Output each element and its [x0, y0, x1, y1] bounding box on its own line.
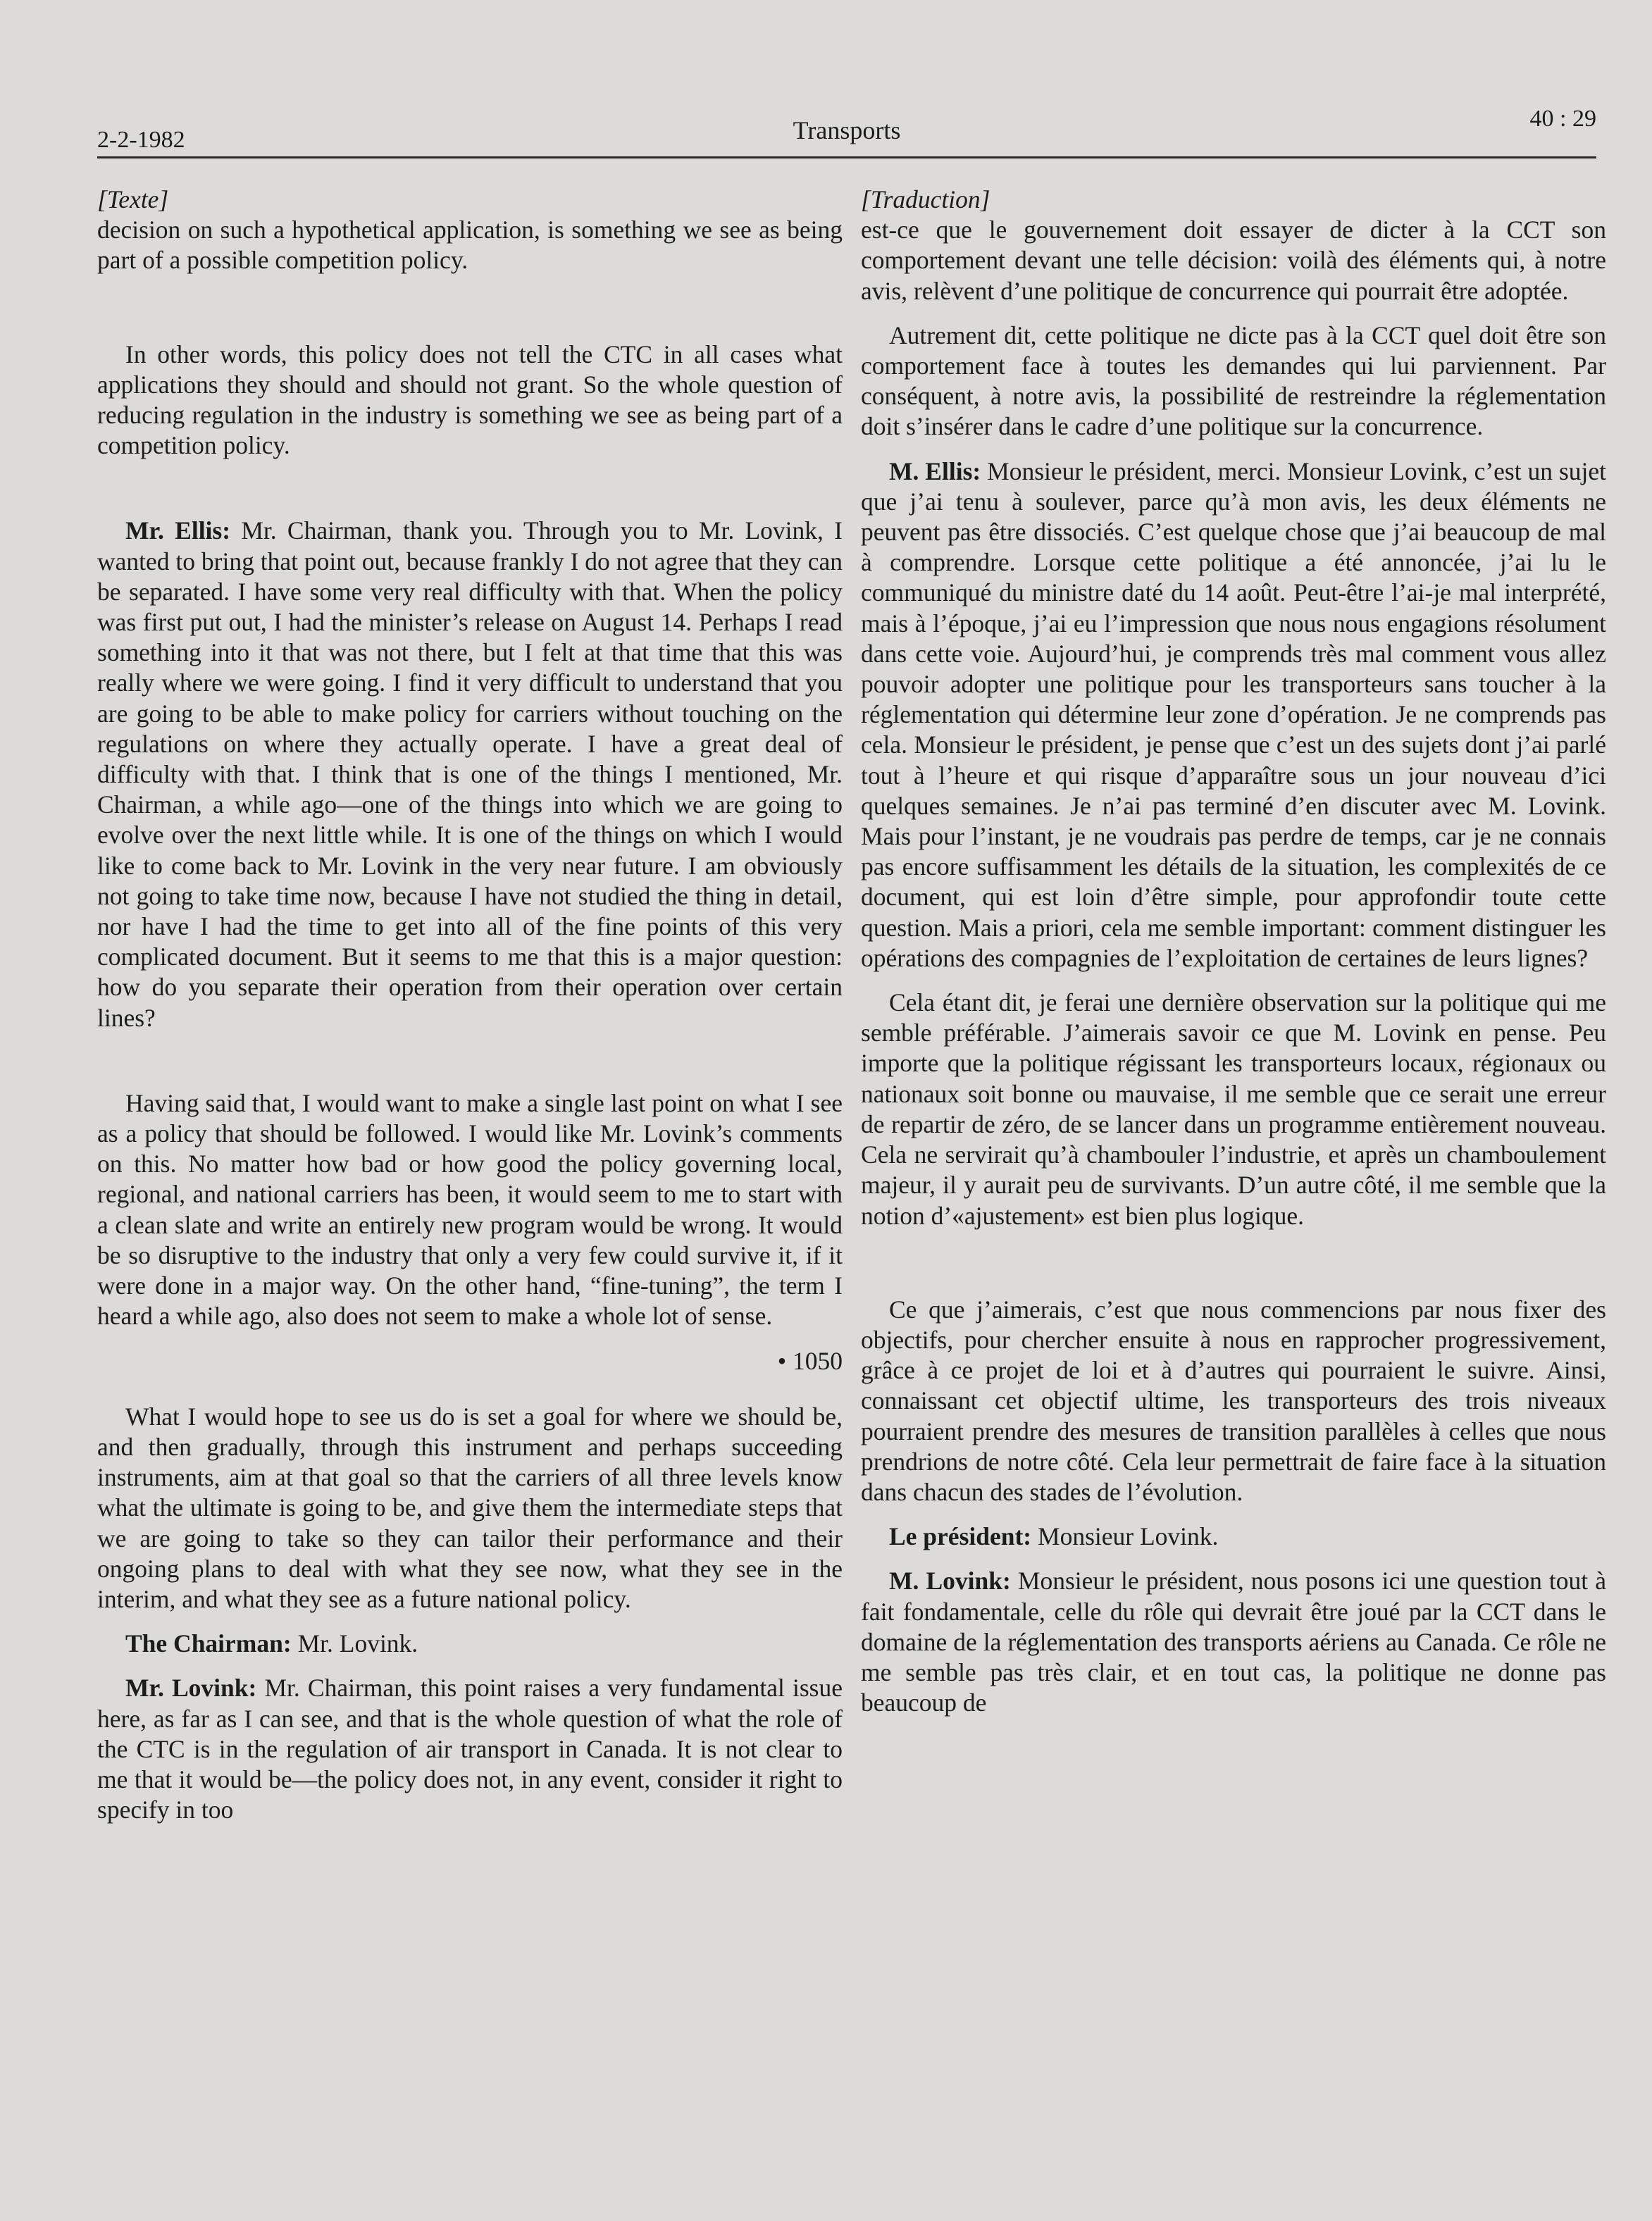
speech-text: Monsieur Lovink.: [1031, 1522, 1219, 1551]
header-date: 2-2-1982: [97, 127, 185, 153]
language-marker-french: [Traduction]: [861, 185, 990, 213]
speaker-name: Le président:: [889, 1522, 1032, 1551]
paragraph: Autrement dit, cette politique ne dicte pas à la CCT quel doit être son comportement face à toutes les demandes qui lui parviennent. Par conséquent, à notre avis, la possibilité de restreindre la réglementation doit s’insérer dans le cadre d’une politique sur la concurrence.: [861, 321, 1606, 441]
header-rule: [97, 156, 1596, 158]
speech-text: Mr. Lovink.: [291, 1629, 418, 1658]
speech-paragraph: [861, 456, 1606, 973]
speaker-name: The Chairman:: [125, 1629, 292, 1658]
header-page-number: 40 : 29: [1529, 106, 1596, 132]
paragraph: decision on such a hypothetical application, is something we see as being part of a possible competition policy.: [97, 216, 843, 275]
speaker-name: M. Lovink:: [889, 1567, 1011, 1595]
french-column: [861, 185, 1606, 1718]
header-title: Transports: [793, 116, 901, 144]
speaker-name: Mr. Lovink:: [125, 1674, 257, 1703]
paragraph: Cela étant dit, je ferai une dernière observation sur la politique qui me semble préférable. J’aimerais savoir ce que M. Lovink en pense. Peu importe que la politique régissant les transporteurs locaux, régionaux ou nationaux soit bonne ou mauvaise, il me semble que ce serait une erreur de repartir de zéro, de se lancer dans un programme entièrement nouveau. Cela ne servirait qu’à chambouler l’industrie, et après un chamboulement majeur, il y aurait peu de survivants. D’un autre côté, il me semble que la notion d’«ajustement» est bien plus logique.: [861, 988, 1606, 1230]
speech-paragraph: [97, 516, 843, 1033]
speech-text: Mr. Chairman, this point raises a very fundamental issue here, as far as I can see, and that is the whole question of what the role of the CTC is in the regulation of air transport in Canada. It is not clear to me that it would be—the policy does not, in any event, consider it right to specify in too: [97, 1674, 843, 1824]
paragraph: What I would hope to see us do is set a goal for where we should be, and then gradually, through this instrument and perhaps succeeding instruments, aim at that goal so that the carriers of all three levels know what the ultimate is going to be, and give them the intermediate steps that we are going to take so they can tailor their performance and their ongoing plans to deal with what they see now, what they see in the interim, and what they see as a future national policy.: [97, 1402, 843, 1613]
paragraph: In other words, this policy does not tell the CTC in all cases what applications they should and should not grant. So the whole question of reducing regulation in the industry is something we see as being part of a competition policy.: [97, 340, 843, 460]
speaker-name: Mr. Ellis:: [125, 516, 231, 545]
speech-paragraph: [861, 1566, 1606, 1718]
speech-paragraph: [97, 1629, 843, 1659]
page-header: [97, 106, 1596, 155]
timestamp-marker: • 1050: [777, 1346, 843, 1375]
english-column: [97, 185, 843, 1825]
paragraph: Having said that, I would want to make a single last point on what I see as a policy that should be followed. I would like Mr. Lovink’s comments on this. No matter how bad or how good the policy governing local, regional, and national carriers has been, it would seem to me to start with a clean slate and write an entirely new program would be wrong. It would be so disruptive to the industry that only a very few could survive it, if it were done in a major way. On the other hand, “fine-tuning”, the term I heard a while ago, also does not seem to make a whole lot of sense.: [97, 1088, 843, 1331]
paragraph: est-ce que le gouvernement doit essayer de dicter à la CCT son comportement devant une telle décision: voilà des éléments qui, à notre avis, relèvent d’une politique de concurrence qui pourrait être adoptée.: [861, 216, 1606, 305]
language-marker-english: [Texte]: [97, 185, 169, 213]
speech-paragraph: [861, 1522, 1606, 1552]
paragraph: Ce que j’aimerais, c’est que nous commencions par nous fixer des objectifs, pour chercher ensuite à nous en rapprocher progressivement, grâce à ce projet de loi et à d’autres qui pourraient le suivre. Ainsi, connaissant cet objectif ultime, les transporteurs des trois niveaux pourraient prendre des mesures de transition parallèles à celles que nous prendrions de notre côté. Cela leur permettrait de faire face à la situation dans chacun des stades de l’évolution.: [861, 1295, 1606, 1506]
speaker-name: M. Ellis:: [889, 456, 981, 485]
speech-text: Monsieur le président, merci. Monsieur Lovink, c’est un sujet que j’ai tenu à soulever, parce qu’à mon avis, les deux éléments ne peuvent pas être dissociés. C’est quelque chose que j’ai beaucoup de mal à comprendre. Lorsque cette politique a été annoncée, j’ai lu le communiqué du ministre daté du 14 août. Peut-être l’ai-je mal interprété, mais à l’époque, j’ai eu l’impression que nous nous engagions résolument dans cette voie. Aujourd’hui, je comprends très mal comment vous allez pouvoir adopter une politique pour les transporteurs sans toucher à la réglementation qui détermine leur zone d’opération. Je ne comprends pas cela. Monsieur le président, je pense que c’est un des sujets dont j’ai parlé tout à l’heure et qui risque d’apparaître sous un jour nouveau d’ici quelques semaines. Je n’ai pas terminé d’en discuter avec M. Lovink. Mais pour l’instant, je ne voudrais pas perdre de temps, car je ne connais pas encore suffisamment les détails de la situation, les complexités de ce document, qui est loin d’être simple, pour approfondir toute cette question. Mais a priori, cela me semble important: comment distinguer les opérations des compagnies de l’exploitation de certaines de leurs lignes?: [861, 456, 1606, 972]
speech-text: Monsieur le président, nous posons ici une question tout à fait fondamentale, celle du rôle qui devrait être joué par la CCT dans le domaine de la réglementation des transports aériens au Canada. Ce rôle ne me semble pas très clair, et en tout cas, la politique ne donne pas beaucoup de: [861, 1567, 1606, 1717]
speech-paragraph: [97, 1673, 843, 1825]
speech-text: Mr. Chairman, thank you. Through you to Mr. Lovink, I wanted to bring that point out, because frankly I do not agree that they can be separated. I have some very real difficulty with that. When the policy was first put out, I had the minister’s release on August 14. Perhaps I read something into it that was not there, but I felt at that time that this was really where we were going. I find it very difficult to understand that you are going to be able to make policy for carriers without touching on the regulations on where they actually operate. I have a great deal of difficulty with that. I think that is one of the things I mentioned, Mr. Chairman, a while ago—one of the things into which we are going to evolve over the next little while. It is one of the things on which I would like to come back to Mr. Lovink in the very near future. I am obviously not going to take time now, because I have not studied the thing in detail, nor have I had the time to get into all of the fine points of this very complicated document. But it seems to me that this is a major question: how do you separate their operation from their operation over certain lines?: [97, 516, 843, 1032]
